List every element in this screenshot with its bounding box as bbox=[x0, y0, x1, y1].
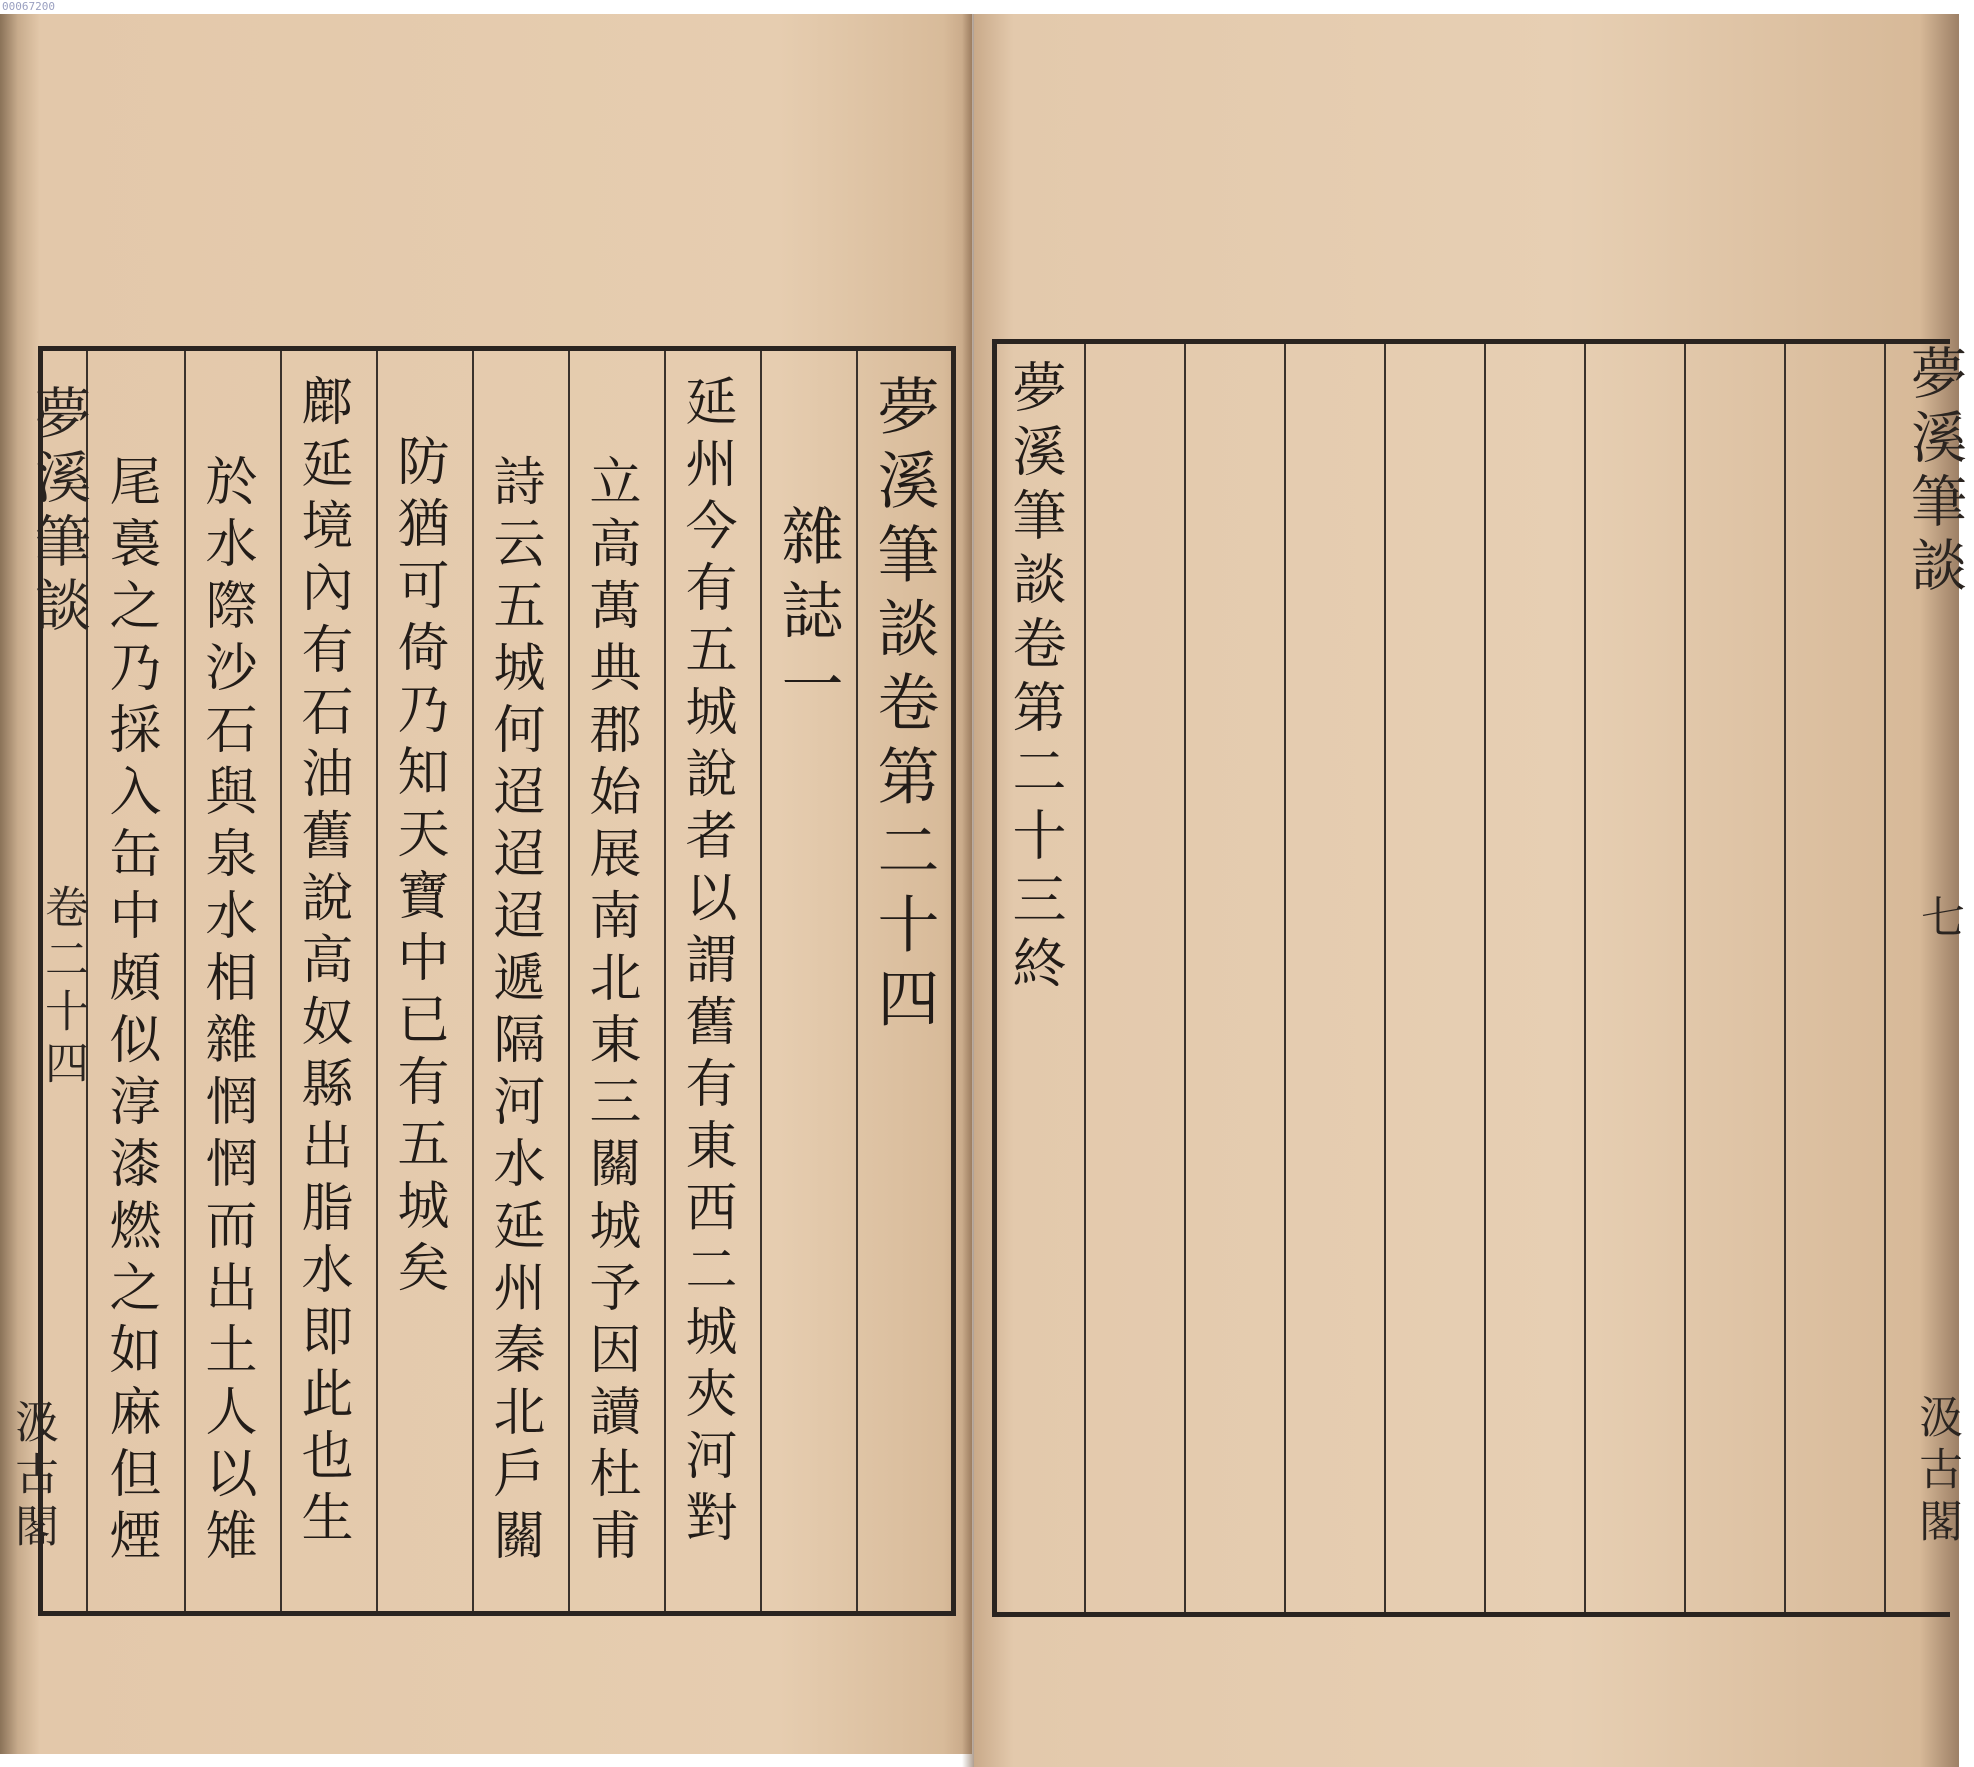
column-rule bbox=[1284, 344, 1286, 1612]
column-rule bbox=[1584, 344, 1586, 1612]
column-rule bbox=[1684, 344, 1686, 1612]
right-fold-title: 夢溪筆談 bbox=[1902, 344, 1967, 600]
right-page bbox=[974, 14, 1967, 1767]
column-rule bbox=[1084, 344, 1086, 1612]
column-rule bbox=[376, 351, 378, 1611]
column-rule bbox=[664, 351, 666, 1611]
end-of-volume-column: 夢溪筆談卷第二十三終 bbox=[1004, 359, 1067, 999]
right-fold-publisher: 汲古閣 bbox=[1911, 1394, 1962, 1550]
text-column: 於水際沙石與泉水相雜惘惘而出土人以雉 bbox=[196, 454, 256, 1570]
text-column: 立高萬典郡始展南北東三關城予因讀杜甫 bbox=[580, 454, 640, 1570]
text-column: 尾裛之乃採入缶中頗似淳漆燃之如麻但煙 bbox=[100, 454, 160, 1570]
text-column: 防猶可倚乃知天寶中已有五城矣 bbox=[388, 434, 448, 1302]
column-rule bbox=[856, 351, 858, 1611]
left-fold-volume: 卷二十四 bbox=[37, 884, 88, 1092]
column-rule bbox=[472, 351, 474, 1611]
column-rule bbox=[568, 351, 570, 1611]
text-column: 延州今有五城說者以謂舊有東西二城夾河對 bbox=[676, 374, 736, 1552]
column-rule bbox=[184, 351, 186, 1611]
column-rule bbox=[1484, 344, 1486, 1612]
text-column: 詩云五城何迢迢迢遞隔河水延州秦北戶關 bbox=[484, 454, 544, 1570]
scan-id-label: 00067200 bbox=[2, 0, 55, 13]
open-book bbox=[0, 14, 1967, 1767]
column-rule bbox=[1784, 344, 1786, 1612]
text-column: 鄜延境內有石油舊說高奴縣出脂水即此也生 bbox=[292, 374, 352, 1552]
column-rule bbox=[280, 351, 282, 1611]
left-fold-title: 夢溪筆談 bbox=[26, 384, 91, 640]
column-rule bbox=[1884, 344, 1886, 1612]
text-column-section: 雜誌一 bbox=[771, 504, 844, 726]
right-text-frame bbox=[992, 339, 1950, 1617]
column-rule bbox=[760, 351, 762, 1611]
left-page bbox=[0, 14, 972, 1754]
column-rule bbox=[1184, 344, 1186, 1612]
left-fold-publisher: 汲古閣 bbox=[7, 1399, 58, 1555]
text-column-title: 夢溪筆談卷第二十四 bbox=[867, 374, 940, 1040]
column-rule bbox=[1384, 344, 1386, 1612]
right-fold-page: 七 bbox=[1913, 894, 1964, 946]
